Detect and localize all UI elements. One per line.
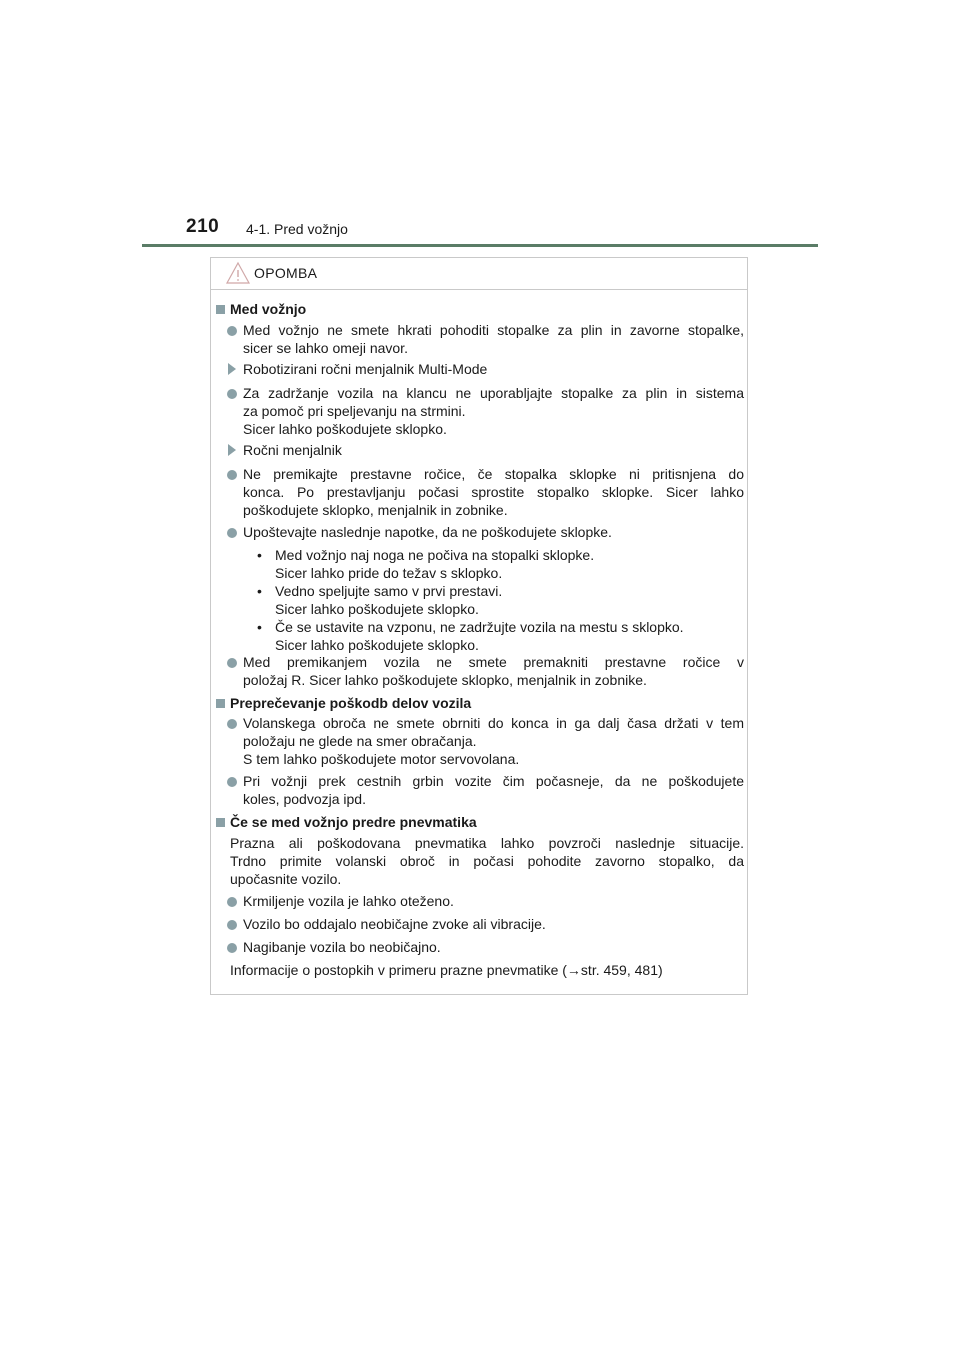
dot-bullet: • [257, 619, 262, 635]
list-item: Vedno speljujte samo v prvi prestavi. Sicer lahko poškodujete sklopko. [275, 583, 503, 617]
square-bullet-icon [216, 818, 225, 827]
dot-bullet: • [257, 547, 262, 563]
round-bullet-icon [227, 326, 237, 336]
warning-triangle-icon [225, 261, 251, 285]
section-heading: Med vožnjo [216, 301, 306, 317]
subheading-text: Robotizirani ročni menjalnik Multi-Mode [243, 361, 488, 377]
arrow-right-icon [228, 444, 236, 456]
bullet-text: Pri vožnji prek cestnih grbin vozite čim počasneje, da ne poškodujete koles, podvozja ipd. [243, 773, 744, 807]
bullet-text: Med premikanjem vozila ne smete premakniti prestavne ročice v položaj R. Sicer lahko poškodujete sklopko, menjalnik in zobnike. [243, 654, 744, 688]
list-item: Med vožnjo naj noga ne počiva na stopalki sklopke. Sicer lahko pride do težav s sklopko. [275, 547, 595, 581]
round-bullet-icon [227, 920, 237, 930]
page-number: 210 [186, 216, 220, 237]
bullet-text: Upoštevajte naslednje napotke, da ne poškodujete sklopke. [243, 524, 612, 540]
list-item: Če se ustavite na vzponu, ne zadržujte vozila na mestu s sklopko. Sicer lahko poškodujete sklopko. [275, 619, 684, 653]
bullet-text: Med vožnjo ne smete hkrati pohoditi stopalke za plin in zavorne stopalke, sicer se lahko omeji navor. [243, 322, 744, 356]
header-rule [142, 244, 818, 247]
bullet-text: Nagibanje vozila bo neobičajno. [243, 939, 441, 955]
round-bullet-icon [227, 719, 237, 729]
notice-header [211, 258, 747, 290]
section-title: 4-1. Pred vožnjo [246, 221, 348, 237]
round-bullet-icon [227, 943, 237, 953]
round-bullet-icon [227, 777, 237, 787]
bullet-text: Volanskega obroča ne smete obrniti do konca in ga dalj časa držati v tem položaju ne glede na smer obračanja. S tem lahko poškodujete motor servovolana. [243, 715, 744, 767]
round-bullet-icon [227, 897, 237, 907]
section-heading: Če se med vožnjo predre pnevmatika [216, 814, 477, 830]
info-text: Informacije o postopkih v primeru prazne pnevmatike (→str. 459, 481) [230, 962, 663, 978]
paragraph: Prazna ali poškodovana pnevmatika lahko povzroči naslednje situacije. Trdno primite volanski obroč in počasi pohodite zavorno stopalko, da upočasnite vozilo. [230, 835, 744, 887]
round-bullet-icon [227, 528, 237, 538]
round-bullet-icon [227, 658, 237, 668]
bullet-text: Krmiljenje vozila je lahko oteženo. [243, 893, 454, 909]
bullet-text: Vozilo bo oddajalo neobičajne zvoke ali vibracije. [243, 916, 546, 932]
round-bullet-icon [227, 470, 237, 480]
subheading-text: Ročni menjalnik [243, 442, 342, 458]
square-bullet-icon [216, 699, 225, 708]
dot-bullet: • [257, 583, 262, 599]
round-bullet-icon [227, 389, 237, 399]
arrow-right-icon [228, 363, 236, 375]
notice-title: OPOMBA [254, 265, 318, 281]
notice-box [210, 257, 748, 995]
bullet-text: Za zadržanje vozila na klancu ne uporabljajte stopalke za plin in sistema za pomoč pri speljevanju na strmini. Sicer lahko poškodujete sklopko. [243, 385, 744, 437]
square-bullet-icon [216, 305, 225, 314]
bullet-text: Ne premikajte prestavne ročice, če stopalka sklopke ni pritisnjena do konca. Po prestavljanju počasi sprostite stopalko sklopke. Sicer lahko poškodujete sklopko, menjalnik in zobnike. [243, 466, 744, 518]
section-heading: Preprečevanje poškodb delov vozila [216, 695, 471, 711]
